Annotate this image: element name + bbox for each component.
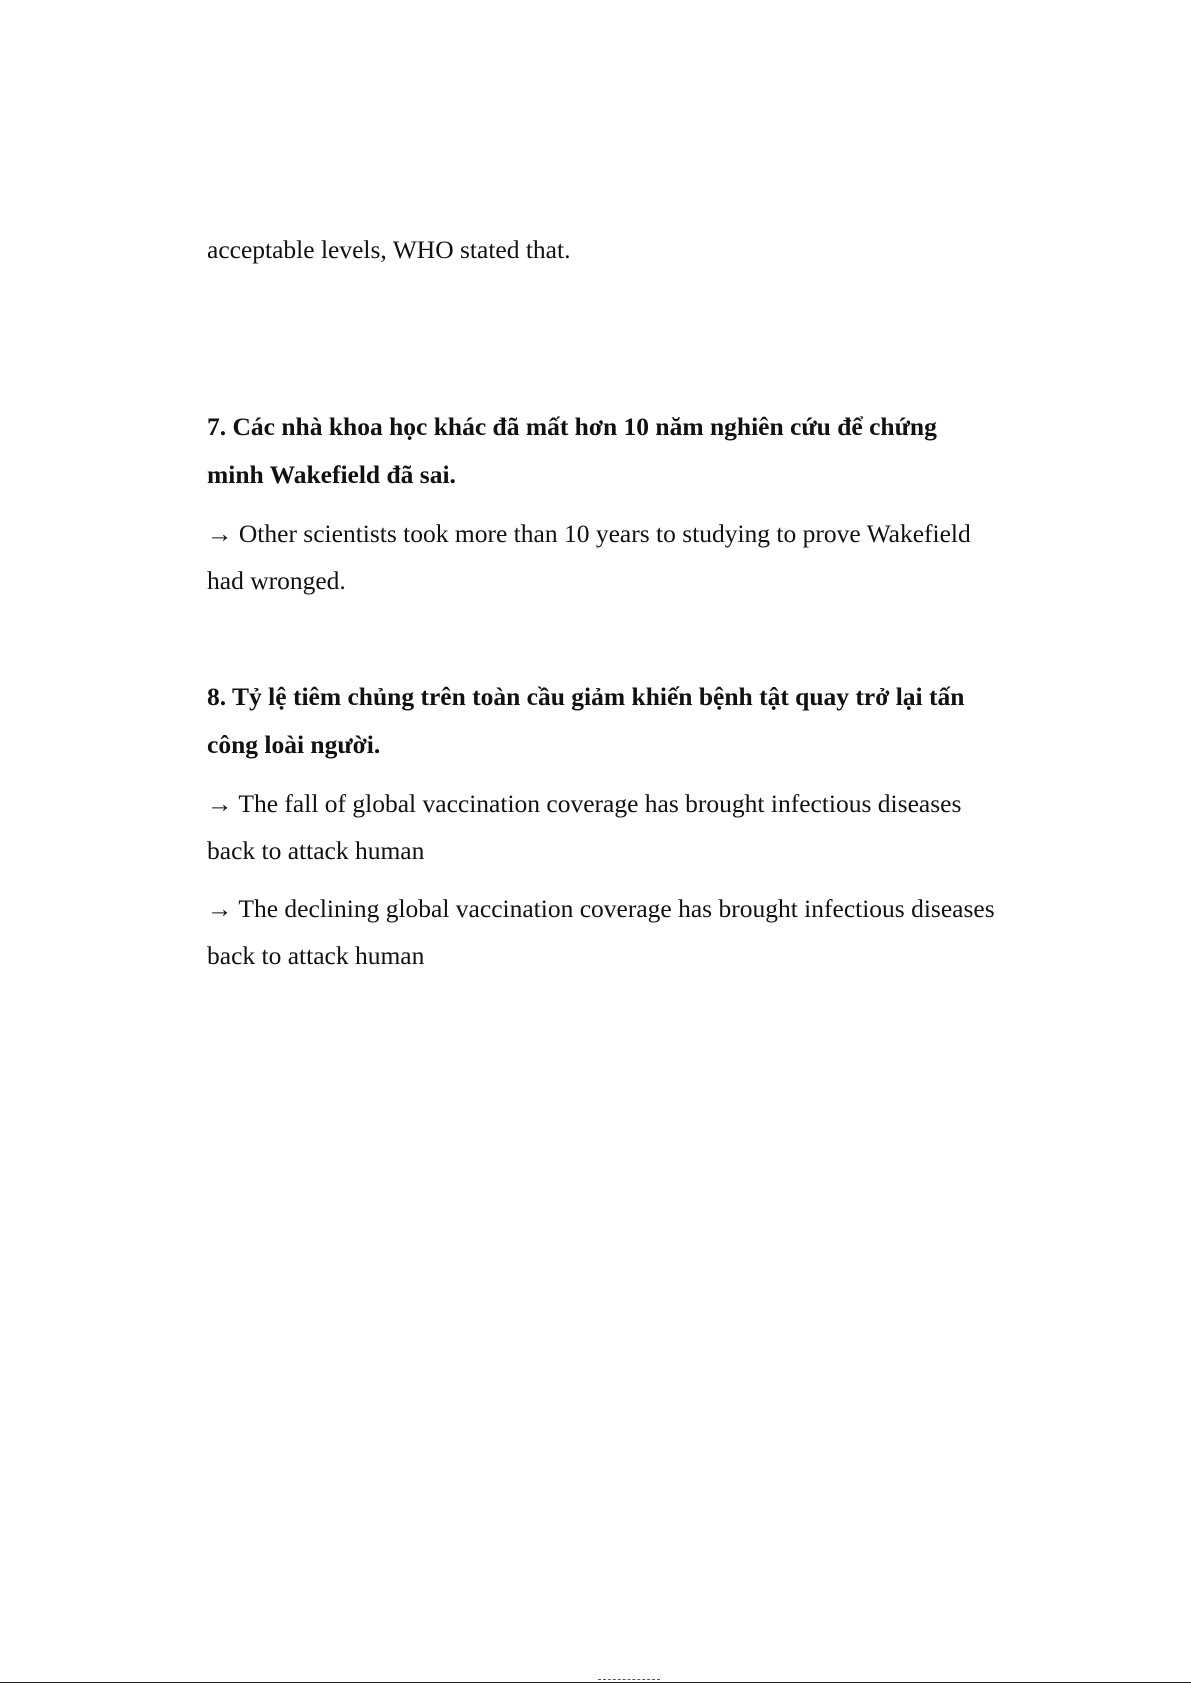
item-8-heading-line-1: 8. Tỷ lệ tiêm chủng trên toàn cầu giảm khiến bệnh tật quay trở lại tấn [207,682,965,711]
item-7-heading-line-1: 7. Các nhà khoa học khác đã mất hơn 10 năm nghiên cứu để chứng [207,412,937,441]
page-bottom-rule [0,1682,1191,1683]
page-bottom-mark [598,1679,660,1683]
item-7-heading-line-2: minh Wakefield đã sai. [207,460,456,489]
continuation-text: acceptable levels, WHO stated that. [207,235,571,264]
item-7-translation-line-1: → Other scientists took more than 10 years to studying to prove Wakefield [207,519,971,548]
item-8-translation-2-line-1: → The declining global vaccination coverage has brought infectious diseases [207,894,995,923]
item-8-heading-line-2: công loài người. [207,730,381,759]
item-8-translation-1-line-1: → The fall of global vaccination coverage has brought infectious diseases [207,789,962,818]
item-7-translation-line-2: had wronged. [207,566,346,595]
item-8-translation-2-line-2: back to attack human [207,941,425,970]
item-8-translation-1-line-2: back to attack human [207,836,425,865]
